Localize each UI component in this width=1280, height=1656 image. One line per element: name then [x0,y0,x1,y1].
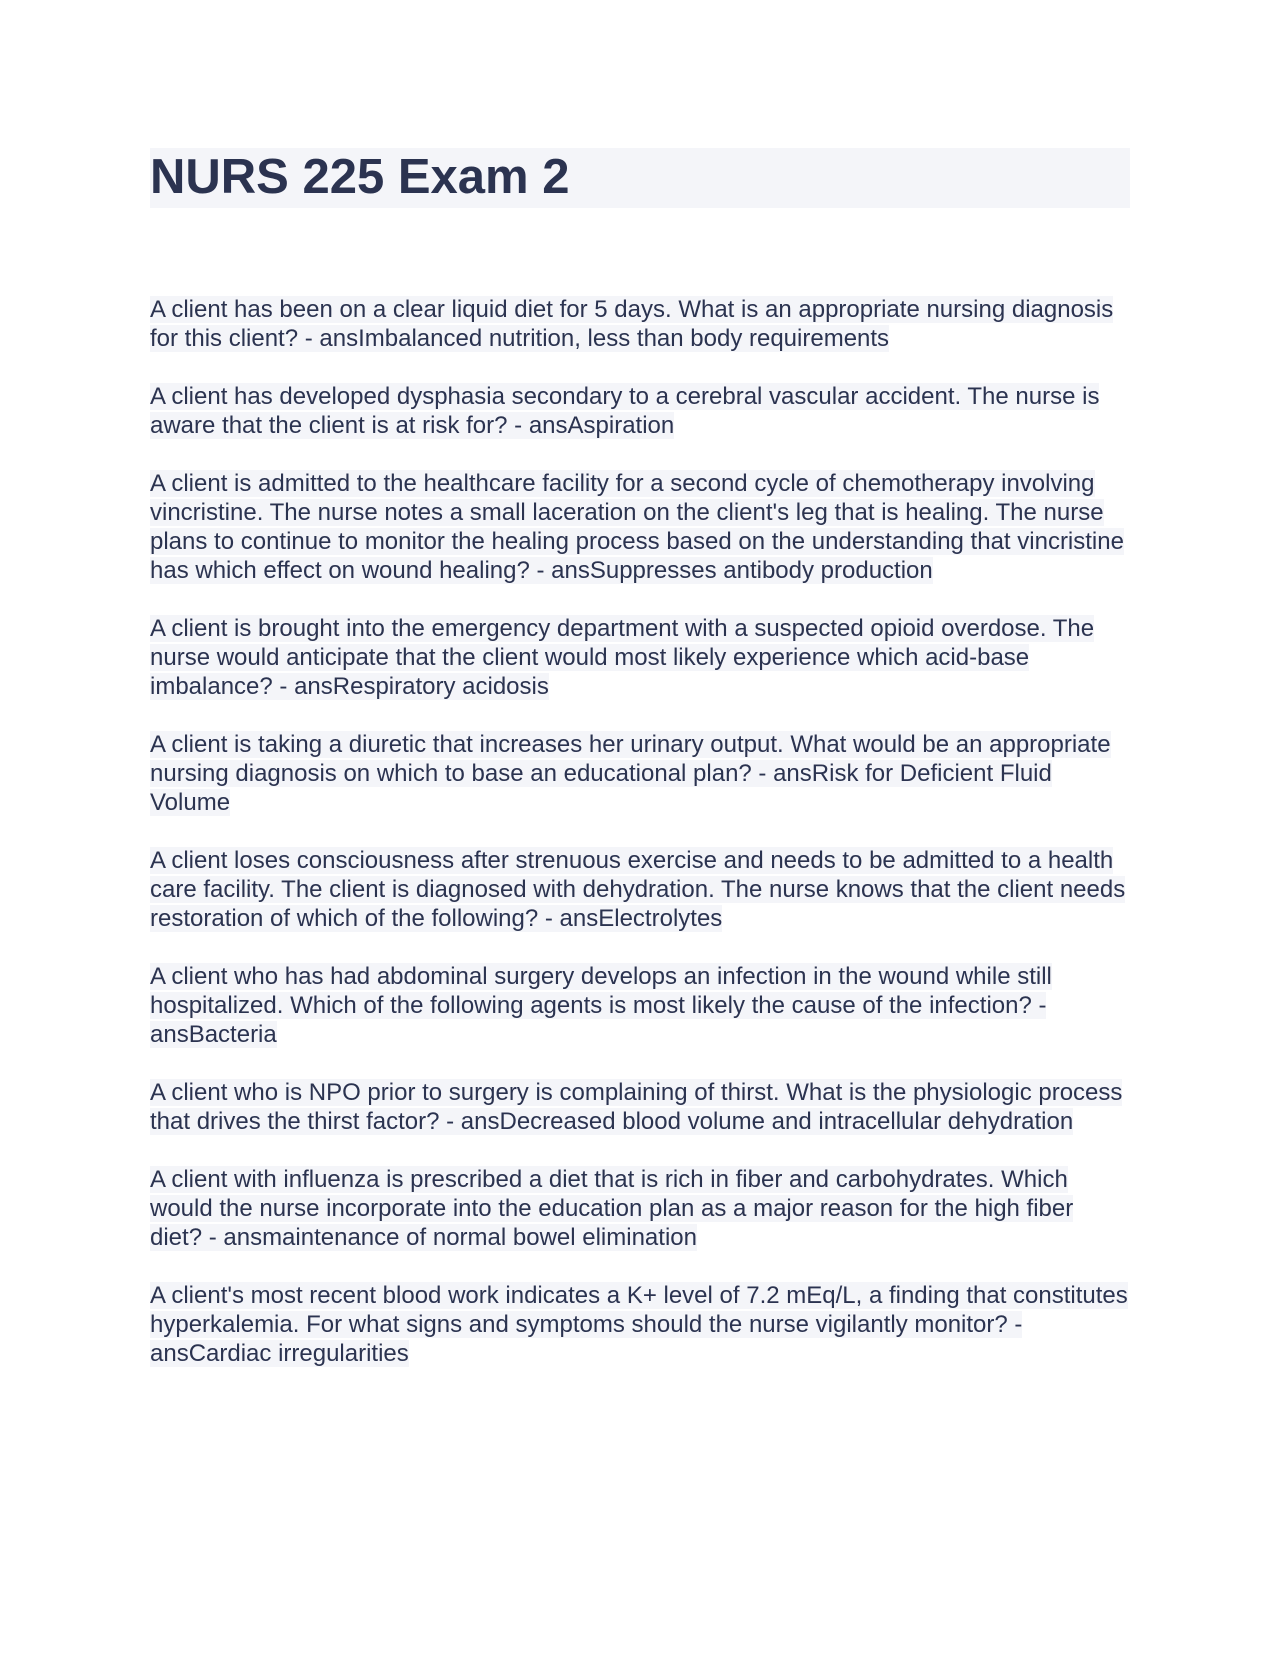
qa-item-text: A client has been on a clear liquid diet for 5 days. What is an appropriate nursing diagnosis for this client? - ansImbalanced nutrition, less than body requirements [150,296,1114,352]
page-title: NURS 225 Exam 2 [150,150,570,204]
qa-item-text: A client loses consciousness after strenuous exercise and needs to be admitted to a health care facility. The client is diagnosed with dehydration. The nurse knows that the client needs restoration of which of the following? - ansElectrolytes [150,847,1126,932]
qa-item [150,614,1130,701]
qa-item-text: A client who has had abdominal surgery develops an infection in the wound while still hospitalized. Which of the following agents is most likely the cause of the infection? - ansBacteria [150,963,1052,1048]
qa-item [150,846,1130,933]
qa-item [150,730,1130,817]
qa-item [150,382,1130,440]
qa-item [150,295,1130,353]
qa-list [150,295,1130,1368]
qa-item-text: A client is brought into the emergency department with a suspected opioid overdose. The nurse would anticipate that the client would most likely experience which acid-base imbalance? - ansRespiratory acidosis [150,615,1095,700]
qa-item [150,1165,1130,1252]
qa-item-text: A client has developed dysphasia secondary to a cerebral vascular accident. The nurse is aware that the client is at risk for? - ansAspiration [150,383,1100,439]
qa-item [150,1078,1130,1136]
qa-item [150,962,1130,1049]
title-block [150,148,1130,208]
qa-item-text: A client is taking a diuretic that increases her urinary output. What would be an appropriate nursing diagnosis on which to base an educational plan? - ansRisk for Deficient Fluid Volume [150,731,1111,816]
qa-item-text: A client's most recent blood work indicates a K+ level of 7.2 mEq/L, a finding that constitutes hyperkalemia. For what signs and symptoms should the nurse vigilantly monitor? - ansCardiac irregularities [150,1282,1128,1367]
document-page [150,148,1130,1397]
qa-item [150,469,1130,585]
qa-item-text: A client who is NPO prior to surgery is complaining of thirst. What is the physiologic process that drives the thirst factor? - ansDecreased blood volume and intracellular dehydration [150,1079,1123,1135]
qa-item [150,1281,1130,1368]
qa-item-text: A client with influenza is prescribed a diet that is rich in fiber and carbohydrates. Which would the nurse incorporate into the education plan as a major reason for the high fiber diet? - ansmaintenance of normal bowel elimination [150,1166,1074,1251]
qa-item-text: A client is admitted to the healthcare facility for a second cycle of chemotherapy involving vincristine. The nurse notes a small laceration on the client's leg that is healing. The nurse plans to continue to monitor the healing process based on the understanding that vincristine has which effect on wound healing? - ansSuppresses antibody production [150,470,1124,584]
